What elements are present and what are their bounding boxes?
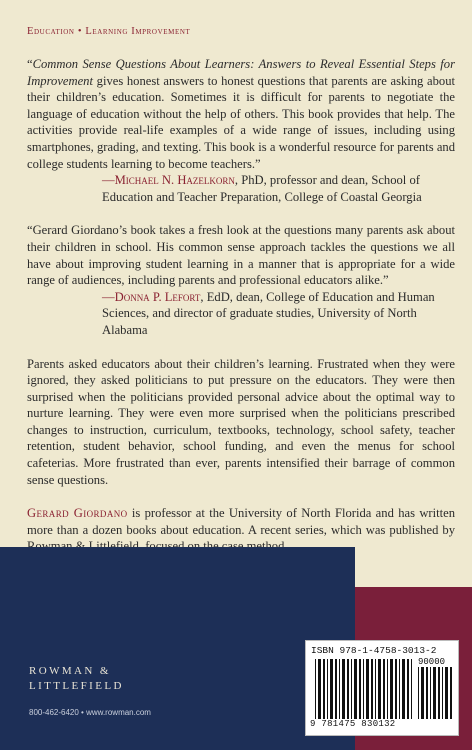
barcode-bar — [318, 659, 321, 719]
endorser-1-name: —Michael N. Hazelkorn — [102, 173, 235, 188]
endorser-2-name: —Donna P. Lefort — [102, 289, 201, 304]
author-bio-text: is professor at the University of North Florida and has written more than a dozen books about education. A recent series, which was published by — [27, 506, 455, 537]
barcode-bar — [347, 659, 349, 719]
publisher-line-1: ROWMAN & — [29, 665, 111, 677]
barcode-bar — [339, 659, 340, 719]
endorsement-1 — [27, 56, 455, 172]
barcode-bar — [327, 659, 328, 719]
navy-panel — [0, 547, 355, 750]
book-title: Common Sense Questions About Learners: Answers to Reveal Essential Steps for Improvement — [27, 57, 455, 88]
barcode-bar — [366, 659, 369, 719]
ean-digits: 9 781475 830132 — [310, 719, 396, 729]
spacer — [27, 488, 455, 505]
barcode-bar — [438, 667, 440, 719]
barcode-bar — [402, 659, 405, 719]
barcode-bar — [445, 667, 448, 719]
barcode-bar — [395, 659, 397, 719]
endorsement-1-attribution — [27, 172, 455, 205]
author-name: Gerard Giordano — [27, 506, 128, 521]
barcode-bars-icon — [315, 659, 413, 719]
book-description: Parents asked educators about their children’s learning. Frustrated when they were ignored, they asked politicians to put pressure on the educators. They were then surprised when the politicians provided personal advice about the optimal way to nurture learning. They were even more surprised when the politicians prescribed changes to instruction, curriculum, textbooks, technology, school safety, teacher retention, student behavior, school funding, and even the menus for school cafeterias. More frustrated than ever, parents intensified their barrage of common sense questions. — [27, 356, 455, 487]
barcode-bar — [433, 667, 436, 719]
barcode-bar — [390, 659, 393, 719]
endorsement-2-attribution — [27, 289, 455, 339]
publisher-line-2: LITTLEFIELD — [29, 680, 124, 692]
barcode-bar — [315, 659, 316, 719]
barcode-bar — [387, 659, 388, 719]
barcode-bar — [378, 659, 381, 719]
publisher-contact: 800-462-6420 • www.rowman.com — [29, 708, 151, 717]
endorser-1-details: , PhD, professor and dean, School of Education and Teacher Preparation, College of Coastal Georgia — [102, 173, 422, 204]
barcode-bar — [330, 659, 333, 719]
category-label: Education • Learning Improvement — [27, 26, 191, 37]
barcode-bar — [371, 659, 373, 719]
barcode-bar — [363, 659, 364, 719]
barcode-bar — [375, 659, 376, 719]
barcode-bar — [407, 659, 409, 719]
barcode-bar — [418, 667, 419, 719]
barcode-bar — [442, 667, 443, 719]
barcode-bar — [323, 659, 325, 719]
barcode-bar — [383, 659, 385, 719]
isbn-label: ISBN 978-1-4758-3013-2 — [311, 645, 437, 656]
barcode-bar — [335, 659, 337, 719]
barcode-addon-bars-icon — [418, 667, 452, 719]
barcode-bar — [426, 667, 428, 719]
barcode-bar — [399, 659, 400, 719]
open-quote: “ — [27, 57, 33, 71]
barcode-bar — [421, 667, 424, 719]
barcode-bar — [450, 667, 452, 719]
barcode-bar — [351, 659, 352, 719]
barcode-bar — [430, 667, 431, 719]
publisher-logo — [29, 664, 124, 694]
spacer — [27, 205, 455, 222]
spacer — [27, 339, 455, 356]
endorser-2-details: , EdD, dean, College of Education and Human Sciences, and director of graduate studies, University of North Alabama — [102, 289, 435, 337]
barcode-bar — [342, 659, 345, 719]
barcode — [305, 640, 459, 736]
cover-text — [27, 56, 455, 555]
barcode-bar — [359, 659, 361, 719]
endorsement-1-body: gives honest answers to honest questions that parents are asking about their children’s education. Sometimes it is difficult for parents to negotiate the language of education without the help of others. This book provides that help. The activities provide real-life examples of a wide range of issues, including using smartphones, grading, and texting. This book is a wonderful resource for parents and college students learning to become teachers.” — [27, 73, 455, 171]
endorsement-2: “Gerard Giordano’s book takes a fresh look at the questions many parents ask about their children in school. His common sense approach tackles the questions we all have about improving student learning in a manner that is appropriate for a wide range of audiences, including parents and professional educators alike.” — [27, 223, 455, 288]
barcode-bar — [354, 659, 357, 719]
barcode-addon-number: 90000 — [418, 657, 446, 667]
barcode-bar — [411, 659, 412, 719]
